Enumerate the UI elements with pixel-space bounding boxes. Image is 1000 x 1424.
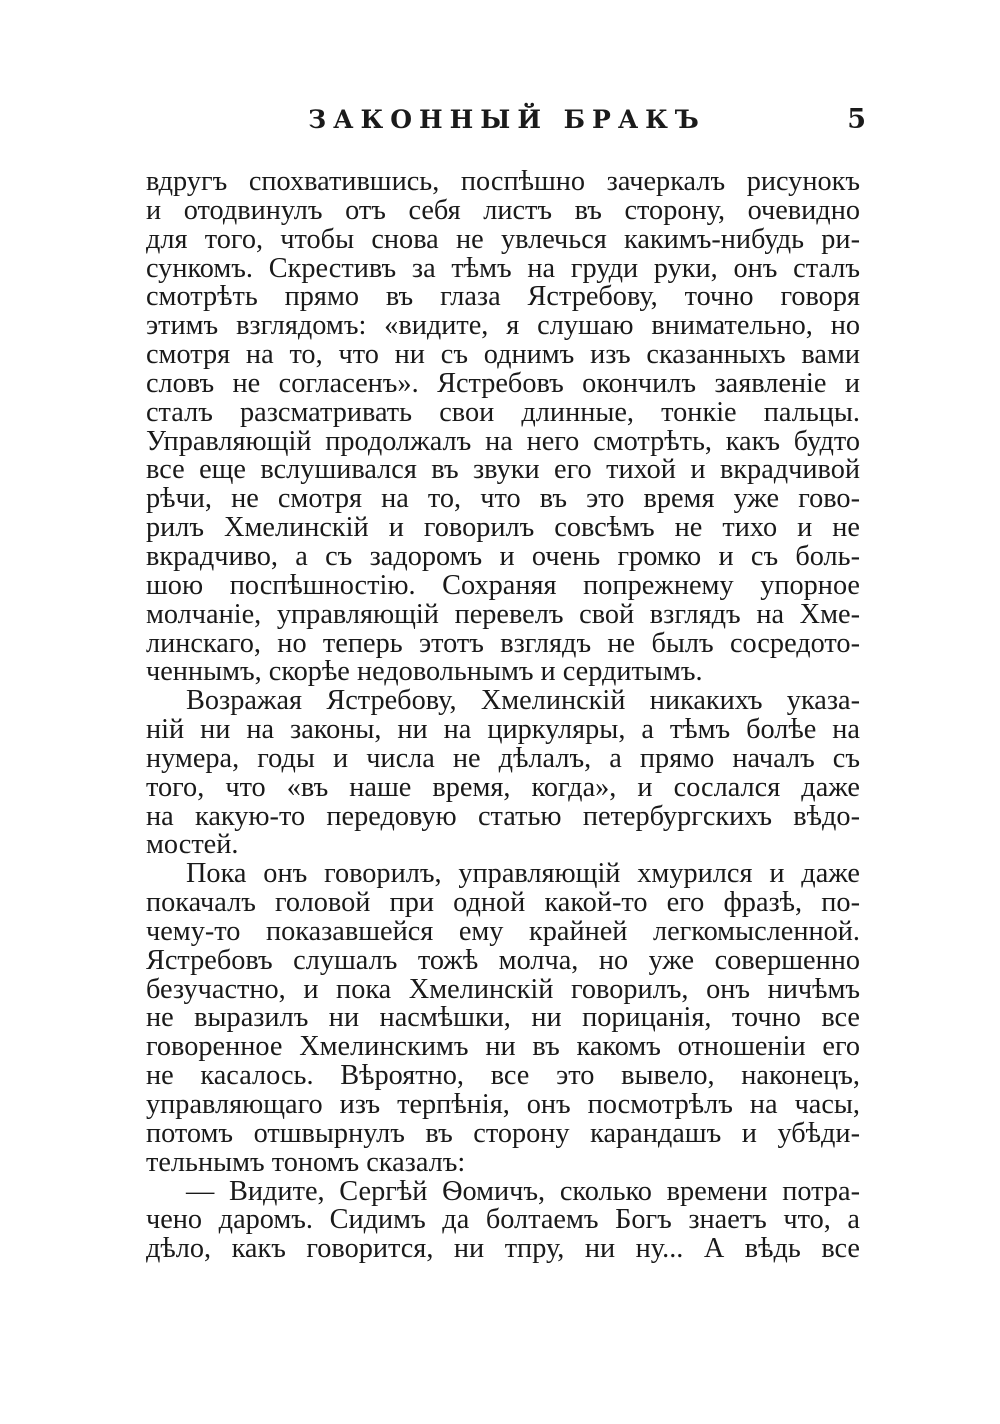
text-line: Ястребовъ слушалъ тожѣ молча, но уже совершенно [146,946,860,976]
page-number: 5 [847,104,866,135]
text-line: шою поспѣшностію. Сохраняя попрежнему упорное [146,571,860,601]
text-line: тельнымъ тономъ сказалъ: [146,1148,466,1178]
text-line: молчаніе, управляющій перевелъ свой взглядъ на Хме- [146,600,860,630]
page-header [148,100,866,140]
text-line: Возражая Ястребову, Хмелинскій никакихъ указа- [186,687,860,717]
text-line: словъ не согласенъ». Ястребовъ окончилъ заявленіе и [146,369,860,399]
text-line: говоренное Хмелинскимъ ни въ какомъ отношеніи его [146,1033,860,1063]
text-line: линскаго, но теперь этотъ взглядъ не былъ сосредото- [146,629,860,659]
text-line: не выразилъ ни насмѣшки, ни порицанія, точно все [146,1004,860,1034]
text-line: вдругъ спохватившись, поспѣшно зачеркалъ рисунокъ [146,168,860,197]
text-line: вкрадчиво, а съ задоромъ и очень громко и съ боль- [146,542,860,572]
text-line: Пока онъ говорилъ, управляющій хмурился и даже [186,860,860,890]
text-line: сункомъ. Скрестивъ за тѣмъ на груди руки, онъ сталъ [146,254,860,284]
text-line: смотря на то, что ни съ однимъ изъ сказанныхъ вами [146,341,860,370]
text-line: — Видите, Сергѣй Ѳомичъ, сколько времени потра- [186,1177,860,1207]
text-line: для того, чтобы снова не увлечься какимъ-нибудь ри- [146,225,860,255]
text-line: все еще вслушивался въ звуки его тихой и вкрадчивой [146,456,860,486]
text-line: рѣчи, не смотря на то, что въ это время уже гово- [146,485,860,515]
text-line: безучастно, и пока Хмелинскій говорилъ, онъ ничѣмъ [146,975,860,1005]
text-line: этимъ взглядомъ: «видите, я слушаю внимательно, но [146,312,860,342]
text-line: управляющаго изъ терпѣнія, онъ посмотрѣлъ на часы, [146,1091,860,1120]
text-line: сталъ разсматривать свои длинные, тонкіе пальцы. [146,398,860,428]
text-line: и отодвинулъ отъ себя листъ въ сторону, очевидно [146,196,860,226]
text-line: того, что «въ наше время, когда», и сослался даже [146,773,860,803]
text-line: мостей. [146,831,239,861]
text-line: нумера, годы и числа не дѣлалъ, а прямо началъ съ [146,744,860,774]
running-title: ЗАКОННЫЙ БРАКЪ [308,105,706,134]
text-line: смотрѣть прямо въ глаза Ястребову, точно говоря [146,283,860,313]
text-line: не касалось. Вѣроятно, все это вывело, наконецъ, [146,1062,860,1091]
text-line: на какую-то передовую статью петербургскихъ вѣдо- [146,802,860,832]
text-line: рилъ Хмелинскій и говорилъ совсѣмъ не тихо и не [146,514,860,543]
text-line: чено даромъ. Сидимъ да болтаемъ Богъ знаетъ что, а [146,1206,860,1236]
body-text [146,168,860,1264]
text-line: потомъ отшвырнулъ въ сторону карандашъ и убѣди- [146,1119,860,1149]
text-line: ченнымъ, скорѣе недовольнымъ и сердитымъ. [146,658,703,688]
text-line: Управляющій продолжалъ на него смотрѣть, какъ будто [146,427,860,457]
text-line: ній ни на законы, ни на циркуляры, а тѣмъ болѣе на [146,716,860,745]
text-line: чему-то показавшейся ему крайней легкомысленной. [146,917,860,947]
text-line: дѣло, какъ говорится, ни тпру, ни ну... А вѣдь все [146,1235,860,1265]
text-line: покачалъ головой при одной какой-то его фразѣ, по- [146,889,860,918]
